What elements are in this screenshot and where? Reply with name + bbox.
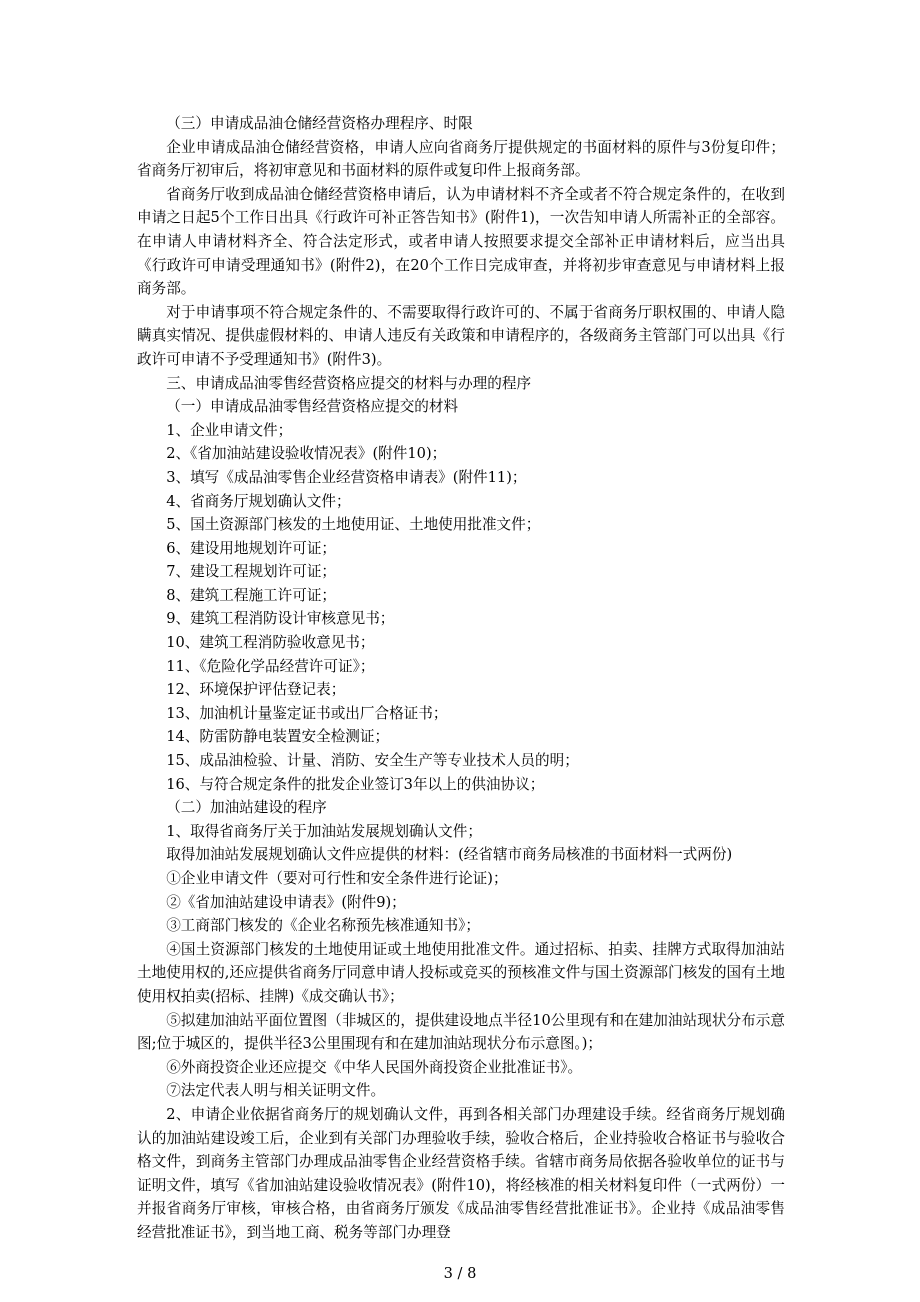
paragraph: 企业申请成品油仓储经营资格，申请人应向省商务厅提供规定的书面材料的原件与3份复印件；省商务厅初审后，将初审意见和书面材料的原件或复印件上报商务部。 (137, 138, 785, 180)
list-item: 13、加油机计量鉴定证书或出厂合格证书； (166, 704, 448, 722)
list-item: ⑥外商投资企业还应提交《中华人民国外商投资企业批准证书》。 (166, 1058, 583, 1076)
list-item: 7、建设工程规划许可证； (166, 563, 337, 581)
paragraph: 对于申请事项不符合规定条件的、不需要取得行政许可的、不属于省商务厅职权围的、申请人隐瞒真实情况、提供虚假材料的、申请人违反有关政策和申请程序的，各级商务主管部门可以出具《行政许可申请不予受理通知书》(附件3)。 (137, 303, 785, 368)
section-heading-storage-procedure: （三）申请成品油仓储经营资格办理程序、时限 (166, 115, 473, 132)
list-item: 6、建设用地规划许可证； (166, 539, 337, 557)
list-item: ⑦法定代表人明与相关证明文件。 (166, 1082, 386, 1100)
list-item: ⑤拟建加油站平面位置图（非城区的，提供建设地点半径10公里现有和在建加油站现状分布示意图;位于城区的，提供半径3公里围现有和在建加油站现状分布示意图。)； (137, 1011, 785, 1053)
list-item: 1、企业申请文件； (166, 421, 293, 439)
list-item: 10、建筑工程消防验收意见书； (166, 634, 375, 652)
list-item: 12、环境保护评估登记表； (166, 681, 346, 699)
list-item: 9、建筑工程消防设计审核意见书； (166, 610, 395, 628)
list-item: ③工商部门核发的《企业名称预先核准通知书》； (166, 917, 480, 935)
list-item: 8、建筑工程施工许可证； (166, 586, 337, 604)
subsection-heading-materials: （一）申请成品油零售经营资格应提交的材料 (166, 398, 459, 416)
list-item: 3、填写《成品油零售企业经营资格申请表》(附件11)； (166, 468, 527, 486)
list-item: 5、国土资源部门核发的土地使用证、土地使用批准文件； (166, 516, 541, 534)
list-item: 11、《危险化学品经营许可证》； (166, 657, 375, 675)
list-item: ④国土资源部门核发的土地使用证或土地使用批准文件。通过招标、拍卖、挂牌方式取得加油站土地使用权的,还应提供省商务厅同意申请人投标或竞买的预核准文件与国土资源部门核发的国有土地使用权拍卖(招标、挂牌)《成交确认书》； (137, 940, 785, 1005)
list-item: 1、取得省商务厅关于加油站发展规划确认文件； (166, 822, 482, 840)
document-body (137, 112, 785, 1245)
list-item: 15、成品油检验、计量、消防、安全生产等专业技术人员的明； (166, 752, 579, 770)
list-item: ②《省加油站建设申请表》(附件9)； (166, 893, 406, 911)
paragraph: 2、申请企业依据省商务厅的规划确认文件，再到各相关部门办理建设手续。经省商务厅规划确认的加油站建设竣工后，企业到有关部门办理验收手续，验收合格后，企业持验收合格证书与验收合格文件，到商务主管部门办理成品油零售企业经营资格手续。省辖市商务局依据各验收单位的证书与证明文件，填写《省加油站建设验收情况表》(附件10)，将经核准的相关材料复印件（一式两份）一并报省商务厅审核，审核合格，由省商务厅颁发《成品油零售经营批准证书》。企业持《成品油零售经营批准证书》，到当地工商、税务等部门办理登 (137, 1105, 785, 1241)
list-item: 16、与符合规定条件的批发企业签订3年以上的供油协议； (166, 775, 545, 793)
list-item: 14、防雷防静电装置安全检测证； (166, 728, 390, 746)
paragraph: 取得加油站发展规划确认文件应提供的材料：(经省辖市商务局核准的书面材料一式两份) (166, 846, 733, 864)
section-heading-retail: 三、申请成品油零售经营资格应提交的材料与办理的程序 (166, 374, 532, 392)
list-item: 4、省商务厅规划确认文件； (166, 492, 351, 510)
list-item: ①企业申请文件（要对可行性和安全条件进行论证)； (166, 870, 508, 887)
subsection-heading-station-construction: （二）加油站建设的程序 (166, 799, 327, 817)
paragraph: 省商务厅收到成品油仓储经营资格申请后，认为申请材料不齐全或者不符合规定条件的，在收到申请之日起5个工作日出具《行政许可补正答告知书》(附件1)，一次告知申请人所需补正的全部容。在申请人申请材料齐全、符合法定形式，或者申请人按照要求提交全部补正申请材料后，应当出具《行政许可申请受理通知书》(附件2)，在20个工作日完成审查，并将初步审查意见与申请材料上报商务部。 (137, 185, 785, 298)
list-item: 2、《省加油站建设验收情况表》(附件10)； (166, 445, 447, 463)
page-number: 3 / 8 (443, 1265, 477, 1282)
